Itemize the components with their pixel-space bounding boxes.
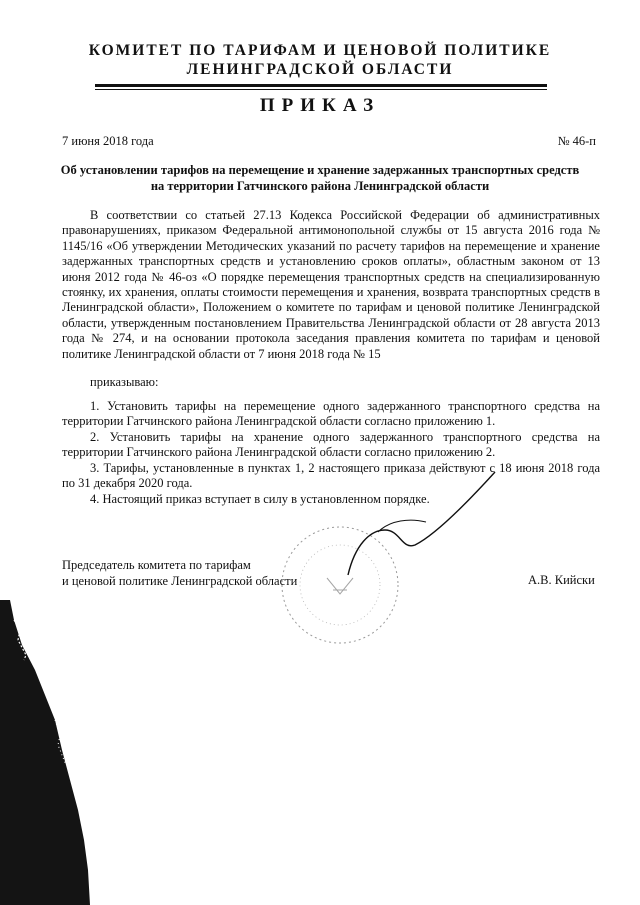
order-item-text: 1. Установить тарифы на перемещение одного задержанного транспортного средства на территории Гатчинского района Ленинградской области согласно приложению 1. [62, 399, 600, 429]
scan-edge-artifact [0, 600, 100, 905]
header-rule-thin [95, 89, 547, 90]
order-item-1 [62, 399, 600, 430]
handwritten-signature [330, 470, 500, 580]
document-date: 7 июня 2018 года [62, 134, 154, 148]
org-name-line1: КОМИТЕТ ПО ТАРИФАМ И ЦЕНОВОЙ ПОЛИТИКЕ [88, 42, 552, 59]
signatory-name: А.В. Кийски [528, 573, 595, 587]
header-rule-thick [95, 84, 547, 87]
order-item-text: 3. Тарифы, установленные в пунктах 1, 2 настоящего приказа действуют с 18 июня 2018 года по 31 декабря 2020 года. [62, 461, 600, 491]
preamble-paragraph [62, 208, 600, 362]
org-name-line2: ЛЕНИНГРАДСКОЙ ОБЛАСТИ [186, 61, 454, 78]
signatory-role-line2: и ценовой политике Ленинградской области [62, 574, 298, 588]
order-item-text: 2. Установить тарифы на хранение одного задержанного транспортного средства на территории Гатчинского района Ленинградской области согласно приложению 2. [62, 430, 600, 460]
preamble-text: В соответствии со статьей 27.13 Кодекса Российской Федерации об административных правонарушениях, приказом Федеральной антимонопольной службы от 15 августа 2016 года № 1145/16 «Об утверждении Методических указаний по расчету тарифов на перемещение и хранение задержанных транспортных средств и установлению сроков оплаты», областным законом от 13 июня 2012 года № 46-оз «О порядке перемещения транспортных средств на специализированную стоянку, их хранения, оплаты стоимости перемещения и хранения, возврата транспортных средств в Ленинградской области», Положением о комитете по тарифам и ценовой политике Ленинградской области, утвержденным постановлением Правительства Ленинградской области от 28 августа 2013 года № 274, и на основании протокола заседания правления комитета по тарифам и ценовой политике Ленинградской области от 7 июня 2018 года № 15 [62, 208, 600, 361]
order-item-text: 4. Настоящий приказ вступает в силу в установленном порядке. [90, 492, 430, 506]
order-word: приказываю: [90, 375, 159, 389]
subject-line1: Об установлении тарифов на перемещение и хранение задержанных транспортных средств [60, 163, 580, 177]
subject-line2: на территории Гатчинского района Ленинградской области [150, 179, 490, 193]
signatory-role-line1: Председатель комитета по тарифам [62, 558, 251, 572]
order-item-2 [62, 430, 600, 461]
document-number: № 46-п [557, 134, 596, 148]
document-subject [40, 162, 600, 194]
document-type-title: ПРИКАЗ [259, 95, 381, 116]
